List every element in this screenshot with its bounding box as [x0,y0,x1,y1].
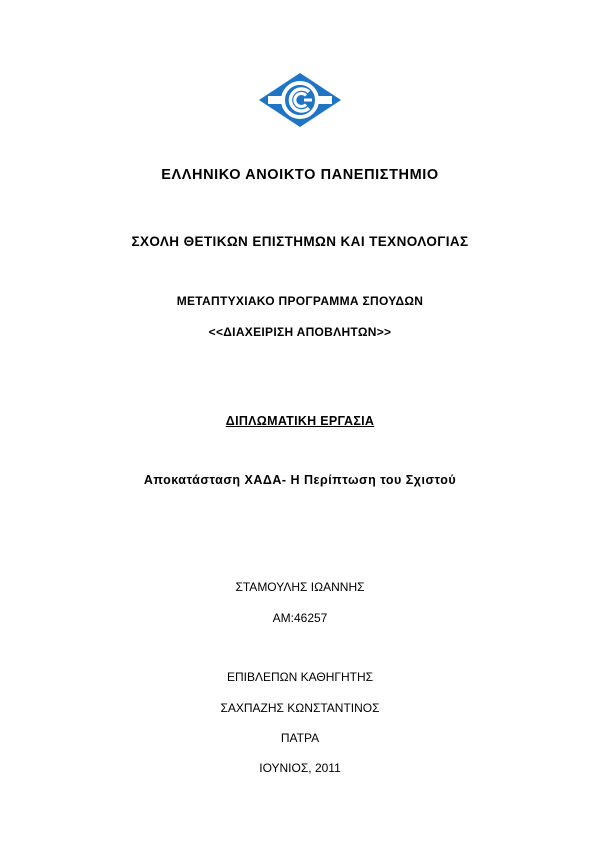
program-name: <<ΔΙΑΧΕΙΡΙΣΗ ΑΠΟΒΛΗΤΩΝ>> [208,325,392,339]
supervisor-name: ΣΑΧΠΑΖΗΣ ΚΩΝΣΤΑΝΤΙΝΟΣ [220,701,380,715]
thesis-type: ΔΙΠΛΩΜΑΤΙΚΗ ΕΡΓΑΣΙΑ [225,414,375,428]
date: ΙΟΥΝΙΟΣ, 2011 [259,761,341,775]
student-id: ΑΜ:46257 [272,611,328,625]
author-name: ΣΤΑΜΟΥΛΗΣ ΙΩΑΝΝΗΣ [235,580,365,594]
city: ΠΑΤΡΑ [280,731,320,745]
program-label: ΜΕΤΑΠΤΥΧΙΑΚΟ ΠΡΟΓΡΑΜΜΑ ΣΠΟΥΔΩΝ [176,294,424,308]
university-name: ΕΛΛΗΝΙΚΟ ΑΝΟΙΚΤΟ ΠΑΝΕΠΙΣΤΗΜΙΟ [161,167,439,183]
thesis-title: Αποκατάσταση ΧΑΔΑ- Η Περίπτωση του Σχιστού [143,473,457,487]
supervisor-label: ΕΠΙΒΛΕΠΩΝ ΚΑΘΗΓΗΤΗΣ [226,670,374,684]
school-name: ΣΧΟΛΗ ΘΕΤΙΚΩΝ ΕΠΙΣΤΗΜΩΝ ΚΑΙ ΤΕΧΝΟΛΟΓΙΑΣ [131,234,469,249]
university-logo-icon [258,72,342,128]
